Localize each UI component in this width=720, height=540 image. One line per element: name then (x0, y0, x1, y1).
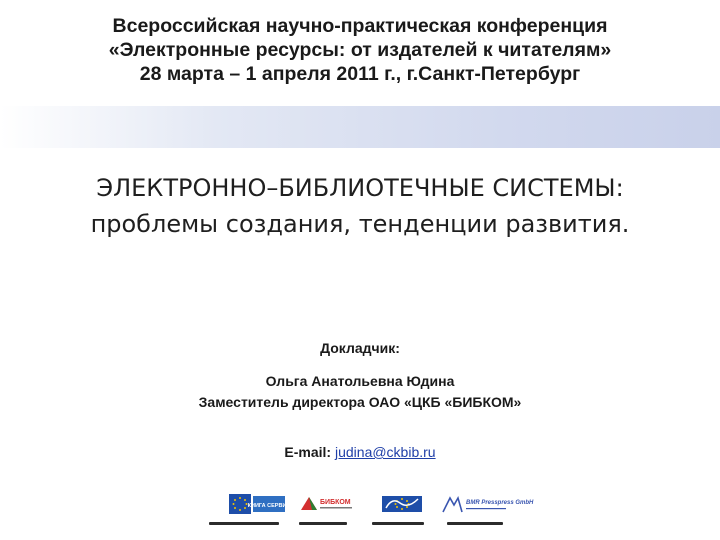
speaker-position: Заместитель директора ОАО «ЦКБ «БИБКОМ» (198, 394, 522, 410)
logo-caption-2 (299, 522, 347, 525)
conference-date-place: 28 марта – 1 апреля 2011 г., г.Санкт-Петербург (139, 63, 581, 85)
decorative-band (0, 106, 720, 148)
presentation-title (0, 170, 720, 242)
bibkom-logo-text: БИБКОМ (320, 499, 351, 506)
speaker-name: Ольга Анатольевна Юдина (265, 373, 455, 389)
kniga-servis-logo-text: КНИГА СЕРВИС (247, 503, 291, 509)
email-label: E-mail: (284, 444, 332, 460)
email-row (0, 444, 720, 460)
conference-theme: «Электронные ресурсы: от издателей к читателям» (108, 39, 612, 61)
bmr-logo-text: BMR Presspress GmbH (466, 500, 534, 506)
bibkom-logo[interactable] (299, 494, 355, 514)
logo-caption-4 (447, 522, 503, 525)
conference-name: Всероссийская научно-практическая конференция (112, 15, 608, 37)
kniga-servis-logo[interactable] (229, 494, 291, 514)
title-line-2: проблемы создания, тенденции развития. (90, 210, 630, 238)
bmr-presspress-logo[interactable] (442, 494, 534, 514)
partner-logos (0, 494, 720, 534)
logo-caption-3 (372, 522, 424, 525)
logo-caption-1 (209, 522, 279, 525)
conference-header (0, 14, 720, 86)
title-line-1: ЭЛЕКТРОННО–БИБЛИОТЕЧНЫЕ СИСТЕМЫ: (96, 174, 624, 202)
swirl-logo[interactable] (378, 494, 434, 514)
email-link[interactable]: judina@ckbib.ru (334, 444, 436, 460)
speaker-label: Докладчик: (320, 340, 400, 356)
